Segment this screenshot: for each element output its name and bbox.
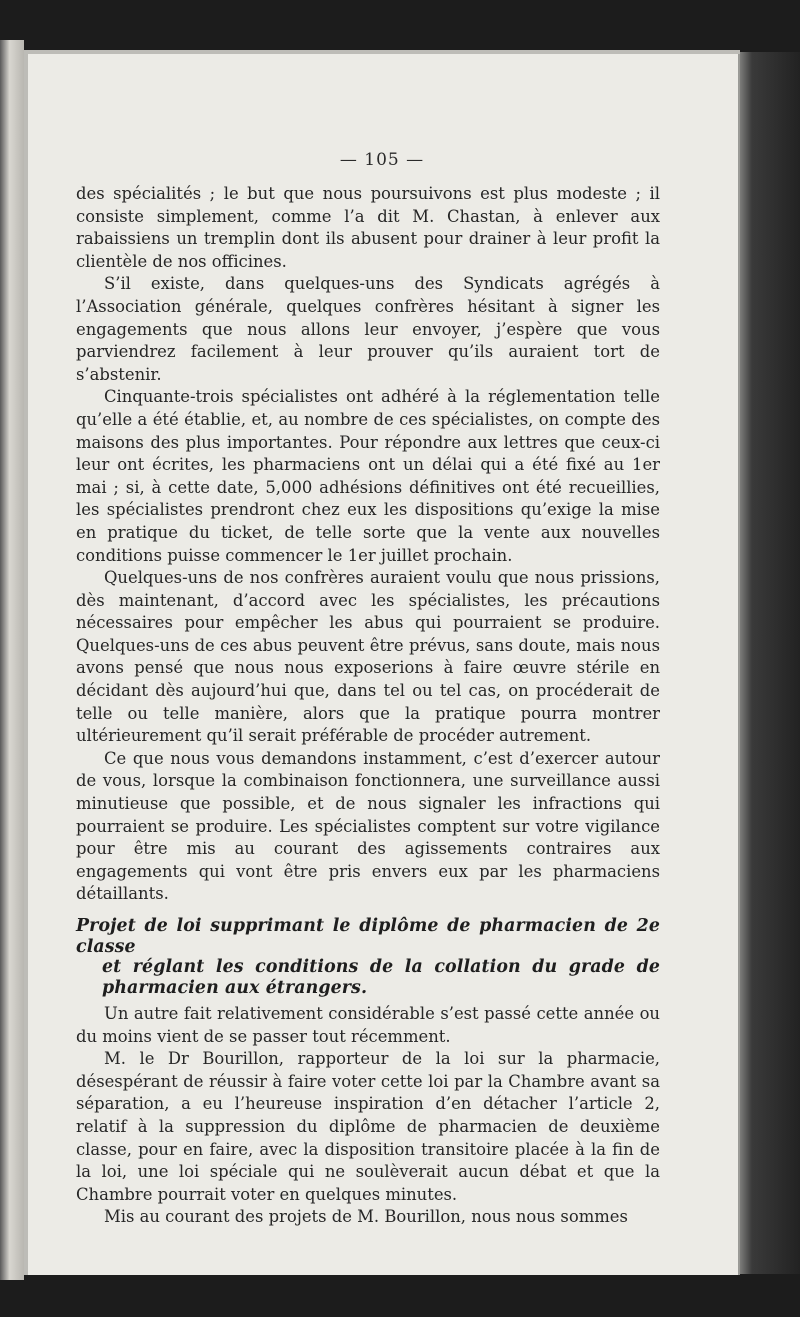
page-number: — 105 — — [339, 150, 425, 170]
paragraph: des spécialités ; le but que nous poursuivons est plus modeste ; il consiste simplement, comme l’a dit M. Chastan, à enlever aux rabaissiens un tremplin dont ils abusent pour drainer à leur profit la clientèle de nos officines. — [76, 184, 660, 271]
heading-line-1: Projet de loi supprimant le diplôme de pharmacien de 2e classe — [76, 916, 660, 957]
paragraph: Ce que nous vous demandons instamment, c’est d’exercer autour de vous, lorsque la combinaison fonctionnera, une surveillance aussi minutieuse que possible, et de nous signaler les infractions qui pourraient se produire. Les spécialistes comptent sur votre vigilance pour être mis au courant des agissements contraires aux engagements qui vont être pris envers eux par les pharmaciens détaillants. — [76, 748, 660, 904]
section-heading — [76, 916, 660, 998]
paragraph: M. le Dr Bourillon, rapporteur de la loi sur la pharmacie, désespérant de réussir à faire voter cette loi par la Chambre avant sa séparation, a eu l’heureuse inspiration d’en détacher l’article 2, relatif à la suppression du diplôme de pharmacien de deuxième classe, pour en faire, avec la disposition transitoire placée à la fin de la loi, une loi spéciale qui ne soulèverait aucun débat et que la Chambre pourrait voter en quelques minutes. — [76, 1049, 660, 1204]
page-shadow — [740, 52, 800, 1274]
paragraph: Quelques-uns de nos confrères auraient voulu que nous prissions, dès maintenant, d’accord avec les spécialistes, les précautions nécessaires pour empêcher les abus qui pourraient se produire. Quelques-uns de ces abus peuvent être prévus, sans doute, mais nous avons pensé que nous nous exposerions à faire œuvre stérile en décidant dès aujourd’hui que, dans tel ou tel cas, on procéderait de telle ou telle manière, alors que la pratique pourra montrer ultérieurement qu’il serait préférable de procéder autrement. — [76, 568, 660, 746]
book-page — [24, 50, 740, 1275]
paragraph: Cinquante-trois spécialistes ont adhéré à la réglementation telle qu’elle a été établie, et, au nombre de ces spécialistes, on compte des maisons des plus importantes. Pour répondre aux lettres que ceux-ci leur ont écrites, les pharmaciens ont un délai qui a été fixé au 1er mai ; si, à cette date, 5,000 adhésions définitives ont été recueillies, les spécialistes prendront chez eux les dispositions qu’exige la mise en pratique du ticket, de telle sorte que la vente aux nouvelles conditions puisse commencer le 1er juillet prochain. — [76, 387, 660, 565]
paragraph: Mis au courant des projets de M. Bourillon, nous nous sommes — [104, 1207, 628, 1227]
paragraph: S’il existe, dans quelques-uns des Syndicats agrégés à l’Association générale, quelques confrères hésitant à signer les engagements que nous allons leur envoyer, j’espère que vous parviendrez facilement à leur prouver qu’ils auraient tort de s’abstenir. — [76, 274, 660, 384]
previous-page-edge — [0, 40, 24, 1280]
paragraph: Un autre fait relativement considérable s’est passé cette année ou du moins vient de se passer tout récemment. — [76, 1004, 660, 1046]
body-text — [76, 183, 660, 1229]
heading-line-2: et réglant les conditions de la collation du grade de pharmacien aux étrangers. — [102, 957, 660, 998]
